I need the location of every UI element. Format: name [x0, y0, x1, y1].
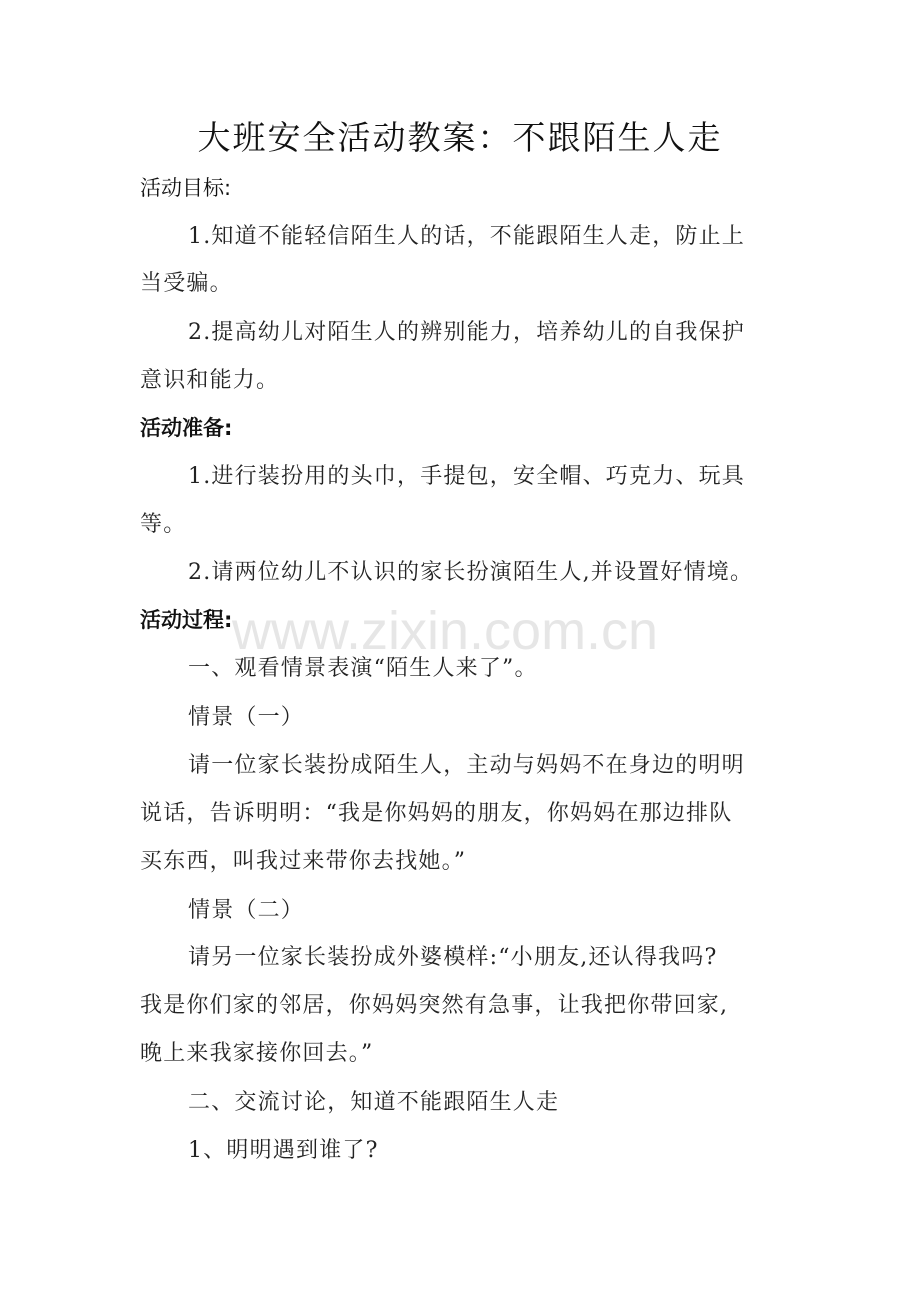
process-line-4: 说话，告诉明明：“我是你妈妈的朋友，你妈妈在那边排队 [140, 801, 733, 826]
page-title: 大班安全活动教案：不跟陌生人走 [197, 118, 723, 157]
process-line-1: 一、观看情景表演“陌生人来了”。 [188, 656, 538, 681]
goals-line-1: 1.知道不能轻信陌生人的话，不能跟陌生人走，防止上 [188, 224, 745, 249]
section-heading-process: 活动过程: [140, 608, 233, 632]
process-line-3: 请一位家长装扮成陌生人，主动与妈妈不在身边的明明 [188, 753, 745, 778]
watermark: www.zixin.com.cn [232, 601, 659, 661]
process-line-5: 买东西，叫我过来带你去找她。” [140, 849, 467, 874]
process-line-10: 二、交流讨论，知道不能跟陌生人走 [188, 1090, 560, 1115]
process-line-6: 情景（二） [188, 898, 305, 923]
goals-line-3: 2.提高幼儿对陌生人的辨别能力，培养幼儿的自我保护 [188, 320, 745, 345]
process-line-7: 请另一位家长装扮成外婆模样:“小朋友,还认得我吗? [188, 945, 718, 970]
process-line-9: 晚上来我家接你回去。” [140, 1041, 374, 1066]
process-line-2: 情景（一） [188, 705, 305, 730]
preparation-line-3: 2.请两位幼儿不认识的家长扮演陌生人,并设置好情境。 [188, 560, 754, 585]
section-heading-goals: 活动目标: [140, 176, 232, 200]
goals-line-2: 当受骗。 [140, 271, 233, 296]
section-heading-preparation: 活动准备: [140, 416, 233, 440]
process-line-8: 我是你们家的邻居，你妈妈突然有急事，让我把你带回家, [140, 993, 729, 1018]
process-line-11: 1、明明遇到谁了? [188, 1138, 379, 1163]
preparation-line-1: 1.进行装扮用的头巾，手提包，安全帽、巧克力、玩具 [188, 464, 745, 489]
goals-line-4: 意识和能力。 [140, 368, 280, 393]
preparation-line-2: 等。 [140, 512, 187, 537]
